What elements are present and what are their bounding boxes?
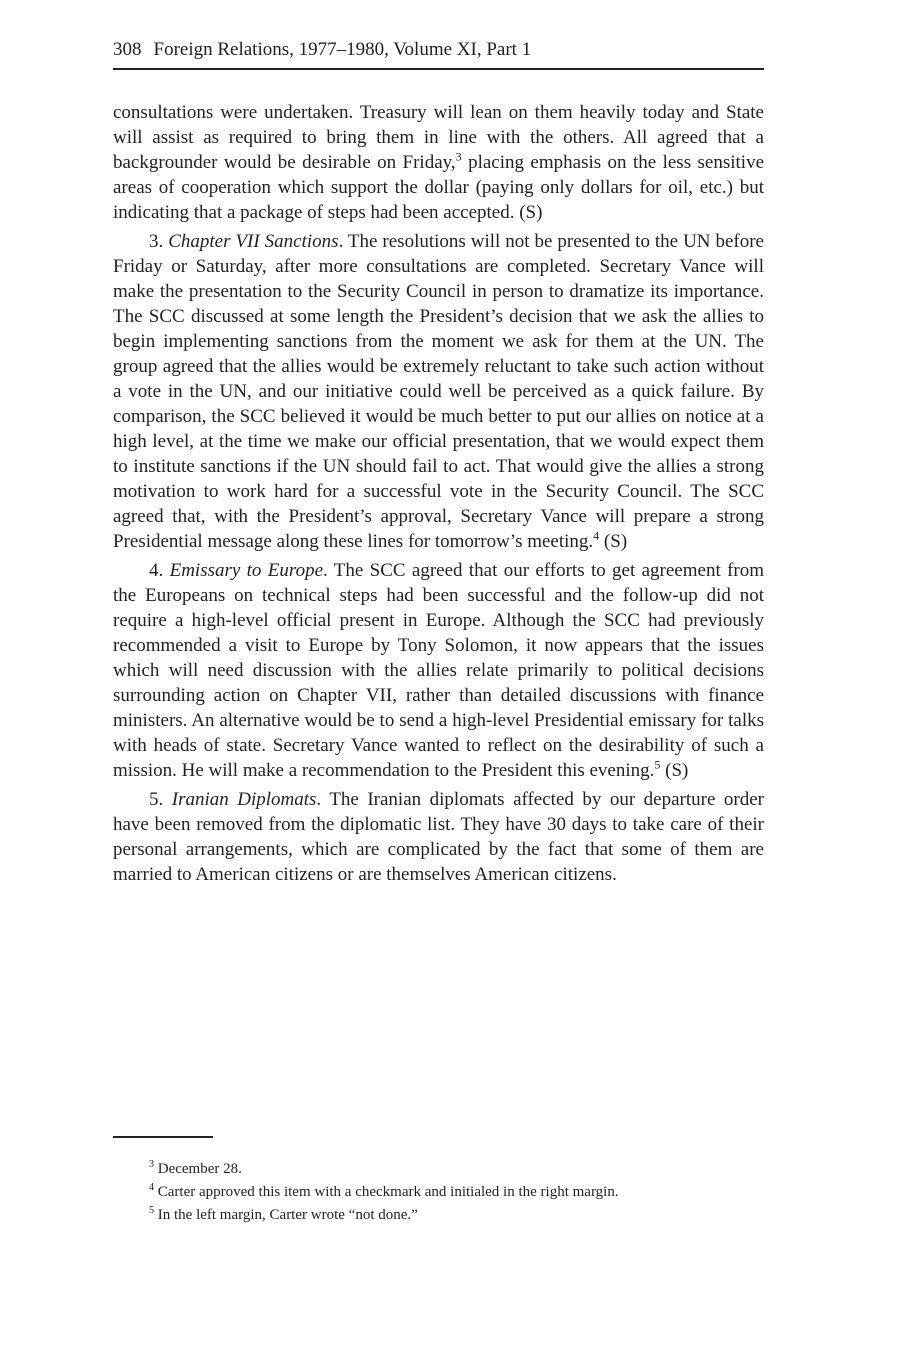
volume-title: Foreign Relations, 1977–1980, Volume XI, Part 1 <box>153 39 532 60</box>
running-head <box>113 36 764 70</box>
footnote-3: $^3$ December 28. <box>149 1159 242 1177</box>
page-number: 308 <box>113 39 142 60</box>
document-body <box>113 100 764 887</box>
paragraph-chapter-vii-sanctions: 3. Chapter VII Sanctions. The resolutions will not be presented to the UN before Friday or Saturday, after more consultations are completed. Secretary Vance will make the presentation to the Security Council in person to dramatize its importance. The SCC discussed at some length the President’s decision that we ask the allies to begin implementing sanctions from the moment we ask for them at the UN. The group agreed that the allies would be extremely reluctant to take such action without a vote in the UN, and our initiative could well be perceived as a quick failure. By comparison, the SCC believed it would be much better to put our allies on notice at a high level, at the time we make our official presentation, that we would expect them to institute sanctions if the UN should fail to act. That would give the allies a strong motivation to work hard for a successful vote in the Security Council. The SCC agreed that, with the President’s approval, Secretary Vance will prepare a strong Presidential message along these lines for tomorrow’s meeting.$^4$ (S) <box>113 231 764 552</box>
footnotes <box>149 1158 769 1227</box>
footnote-ref-4: 4 <box>593 528 600 543</box>
section-heading: Emissary to Europe <box>169 560 324 581</box>
paragraph-continuation: consultations were undertaken. Treasury will lean on them heavily today and State will assist as required to bring them in line with the others. All agreed that a backgrounder would be desirable on Friday,$^3$ placing emphasis on the less sensitive areas of cooperation which support the dollar (paying only dollars for oil, etc.) but indicating that a package of steps had been accepted. (S) <box>113 102 764 223</box>
section-heading: Chapter VII Sanctions <box>168 231 339 252</box>
footnote-4: $^4$ Carter approved this item with a checkmark and initialed in the right margin. <box>149 1182 619 1200</box>
paragraph-iranian-diplomats: 5. Iranian Diplomats. The Iranian diplomats affected by our departure order have been removed from the diplomatic list. They have 30 days to take care of their personal arrangements, which are complicated by the fact that some of them are married to American citizens or are themselves American citizens. <box>113 789 764 885</box>
section-heading: Iranian Diplomats <box>171 789 317 810</box>
footnote-ref-5: 5 <box>654 757 661 772</box>
document-page <box>113 36 764 891</box>
footnote-divider <box>113 1136 213 1138</box>
paragraph-emissary-to-europe: 4. Emissary to Europe. The SCC agreed that our efforts to get agreement from the Europeans on technical steps had been successful and the follow-up did not require a high-level official present in Europe. Although the SCC had previously recommended a visit to Europe by Tony Solomon, it now appears that the issues which will need discussion with the allies relate primarily to political decisions surrounding action on Chapter VII, rather than detailed discussions with finance ministers. An alternative would be to send a high-level Presidential emissary for talks with heads of state. Secretary Vance wanted to reflect on the desirability of such a mission. He will make a recommendation to the President this evening.$^5$ (S) <box>113 560 765 781</box>
footnote-ref-3: 3 <box>455 149 462 164</box>
footnote-5: $^5$ In the left margin, Carter wrote “not done.” <box>149 1205 418 1223</box>
